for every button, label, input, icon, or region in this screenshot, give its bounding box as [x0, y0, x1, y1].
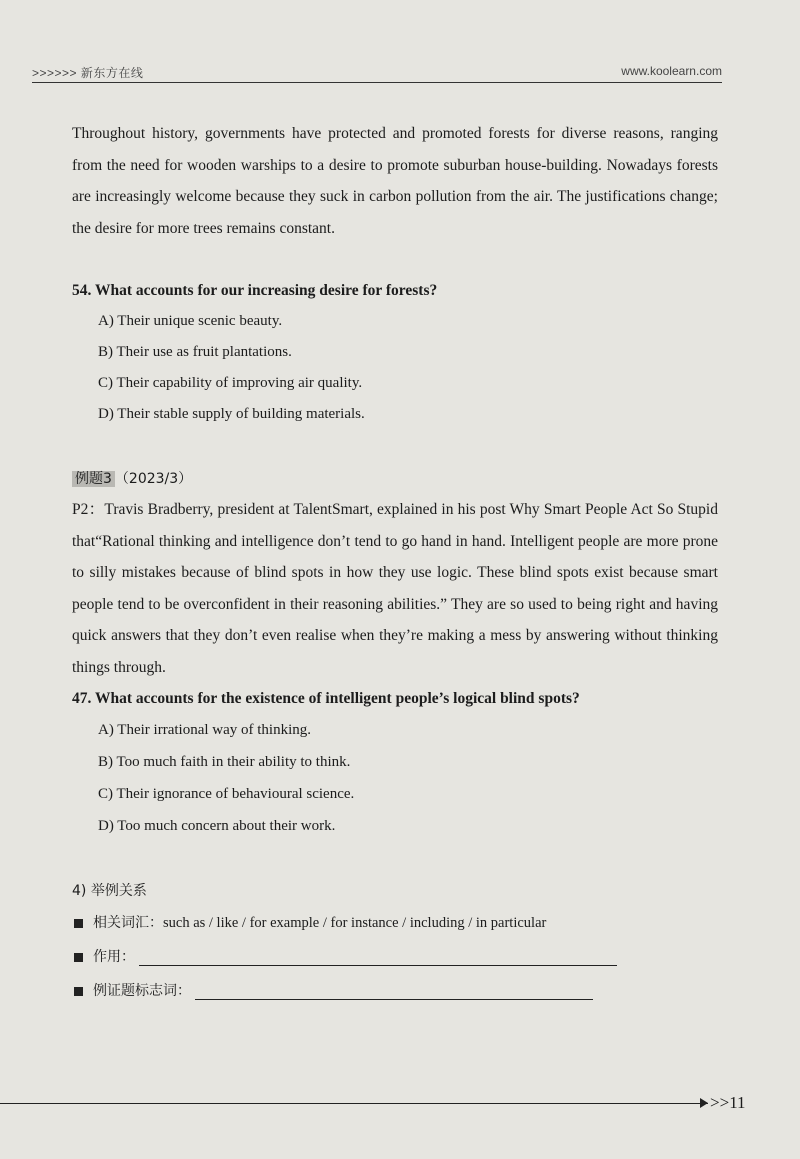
- q54-option-a: A) Their unique scenic beauty.: [98, 313, 283, 329]
- bullet-square-icon: [74, 953, 83, 962]
- bullet-function: [74, 946, 617, 966]
- bullet-square-icon: [74, 987, 83, 996]
- example-passage: P2：Travis Bradberry, president at TalentSmart, explained in his post Why Smart People Act So Stupid that“Rational thinking and intelligence don’t tend to go hand in hand. Intelligent people are more prone to silly mistakes because of blind spots in how they use logic. These blind spots exist because smart people tend to be overconfident in their reasoning abilities.” They are so used to being right and having quick answers that they don’t even realise when they’re making a mess by answering without thinking things through.: [72, 501, 718, 676]
- header-url: www.koolearn.com: [621, 64, 722, 78]
- section-title: 4) 举例关系: [72, 883, 147, 899]
- header-brand: >>>>>> 新东方在线: [32, 66, 144, 80]
- signal-words-blank: [195, 985, 593, 1000]
- bullet-square-icon: [74, 919, 83, 928]
- function-blank: [139, 951, 617, 966]
- q54-option-b: B) Their use as fruit plantations.: [98, 344, 292, 360]
- bullet-related-words: [74, 912, 546, 932]
- bullet-signal-words: [74, 980, 593, 1000]
- question-54: 54. What accounts for our increasing desire for forests?: [72, 282, 438, 299]
- q54-option-d: D) Their stable supply of building materials.: [98, 406, 365, 422]
- page-number: >>11: [710, 1093, 746, 1112]
- example-label: 例题3: [72, 471, 115, 487]
- q47-option-d: D) Too much concern about their work.: [98, 818, 336, 834]
- q47-option-c: C) Their ignorance of behavioural science.: [98, 786, 355, 802]
- signal-words-label: 例证题标志词：: [93, 983, 191, 999]
- intro-paragraph: Throughout history, governments have protected and promoted forests for diverse reasons, ranging from the need for wooden warships to a desire to promote suburban house-building. Nowadays forests are increasingly welcome because they suck in carbon pollution from the air. The justifications change; the desire for more trees remains constant.: [72, 125, 718, 237]
- page-header: [32, 62, 722, 83]
- question-47: 47. What accounts for the existence of intelligent people’s logical blind spots?: [72, 690, 580, 707]
- footer-arrow-icon: [700, 1098, 708, 1108]
- example-year: （2023/3）: [114, 471, 193, 487]
- example-tag: [72, 468, 192, 488]
- q47-option-a: A) Their irrational way of thinking.: [98, 722, 312, 738]
- q54-option-c: C) Their capability of improving air quality.: [98, 375, 363, 391]
- q47-option-b: B) Too much faith in their ability to think.: [98, 754, 351, 770]
- footer-rule: [0, 1103, 708, 1104]
- related-words: such as / like / for example / for instance / including / in particular: [163, 915, 547, 931]
- related-words-label: 相关词汇：: [93, 915, 163, 931]
- function-label: 作用：: [93, 949, 135, 965]
